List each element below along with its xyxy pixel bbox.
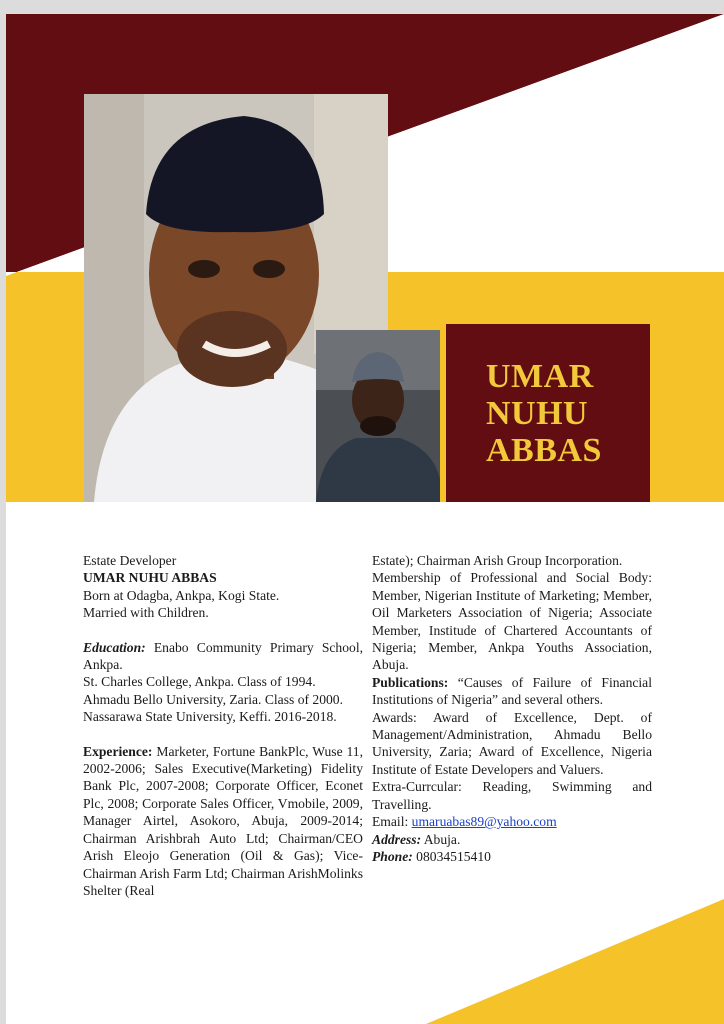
email-label: Email:	[372, 814, 412, 830]
publications-label: Publications:	[372, 674, 449, 690]
experience-text: Experience: Marketer, Fortune BankPlc, Wuse 11, 2002-2006; Sales Executive(Marketing) Fidelity Bank Plc, 2007-2008; Corporate Officer, Econet Plc, 2008; Corporate Sales Officer, Vmobile, 2009, Manager Airtel, Asokoro, Abuja, 2009-2014; Chairman Arishbrah Auto Ltd; Chairman/CEO Arish Eleojo Generation (Oil & Gas); Vice-Chairman Arish Farm Ltd; Chairman ArishMolinks Shelter (Real	[83, 743, 363, 898]
experience-label: Experience:	[83, 743, 153, 759]
publications: Publications: “Causes of Failure of Financial Institutions of Nigeria” and several others.	[372, 674, 652, 708]
address-label: Address:	[372, 831, 422, 847]
birth-info: Born at Odagba, Ankpa, Kogi State.	[83, 587, 280, 603]
phone-row: Phone: 08034515410	[372, 848, 491, 864]
banner-name-line-1: UMAR	[486, 357, 594, 395]
profile-page	[6, 14, 724, 1024]
phone-label: Phone:	[372, 848, 413, 864]
education-university: Ahmadu Bello University, Zaria. Class of 2000.	[83, 691, 343, 707]
education-secondary: St. Charles College, Ankpa. Class of 1994.	[83, 674, 316, 690]
name-banner	[446, 324, 650, 502]
bio-left-column	[83, 552, 363, 899]
bio-right-column	[372, 552, 652, 865]
email-row	[372, 813, 652, 830]
role: Estate Developer	[83, 553, 177, 568]
awards: Awards: Award of Excellence, Dept. of Management/Administration, Ahmadu Bello University, Zaria; Award of Excellence, Nigeria Institute of Estate Developers and Valuers.	[372, 709, 652, 777]
experience-continued: Estate); Chairman Arish Group Incorporation.	[372, 553, 623, 568]
education-postgrad: Nassarawa State University, Keffi. 2016-2018.	[83, 709, 337, 725]
banner-name	[486, 358, 602, 469]
marital-status: Married with Children.	[83, 605, 209, 621]
full-name: UMAR NUHU ABBAS	[83, 570, 217, 586]
gold-corner	[426, 899, 724, 1024]
membership: Membership of Professional and Social Body: Member, Nigerian Institute of Marketing; Member, Oil Marketers Association of Nigeria; Associate Member, Institude of Chartered Accountants of Nigeria; Member, Ankpa Youths Association, Abuja.	[372, 570, 652, 673]
education-label: Education:	[83, 639, 146, 655]
address-row: Address: Abuja.	[372, 831, 461, 847]
banner-name-line-3: ABBAS	[486, 431, 602, 469]
education-primary: Education: Enabo Community Primary School, Ankpa.	[83, 639, 363, 673]
extra-curricular: Extra-Currcular: Reading, Swimming and Travelling.	[372, 779, 652, 812]
portrait-photo-icon	[316, 330, 440, 502]
secondary-portrait-photo	[316, 330, 440, 502]
email-link[interactable]: umaruabas89@yahoo.com	[411, 814, 557, 830]
banner-name-line-2: NUHU	[486, 394, 589, 432]
